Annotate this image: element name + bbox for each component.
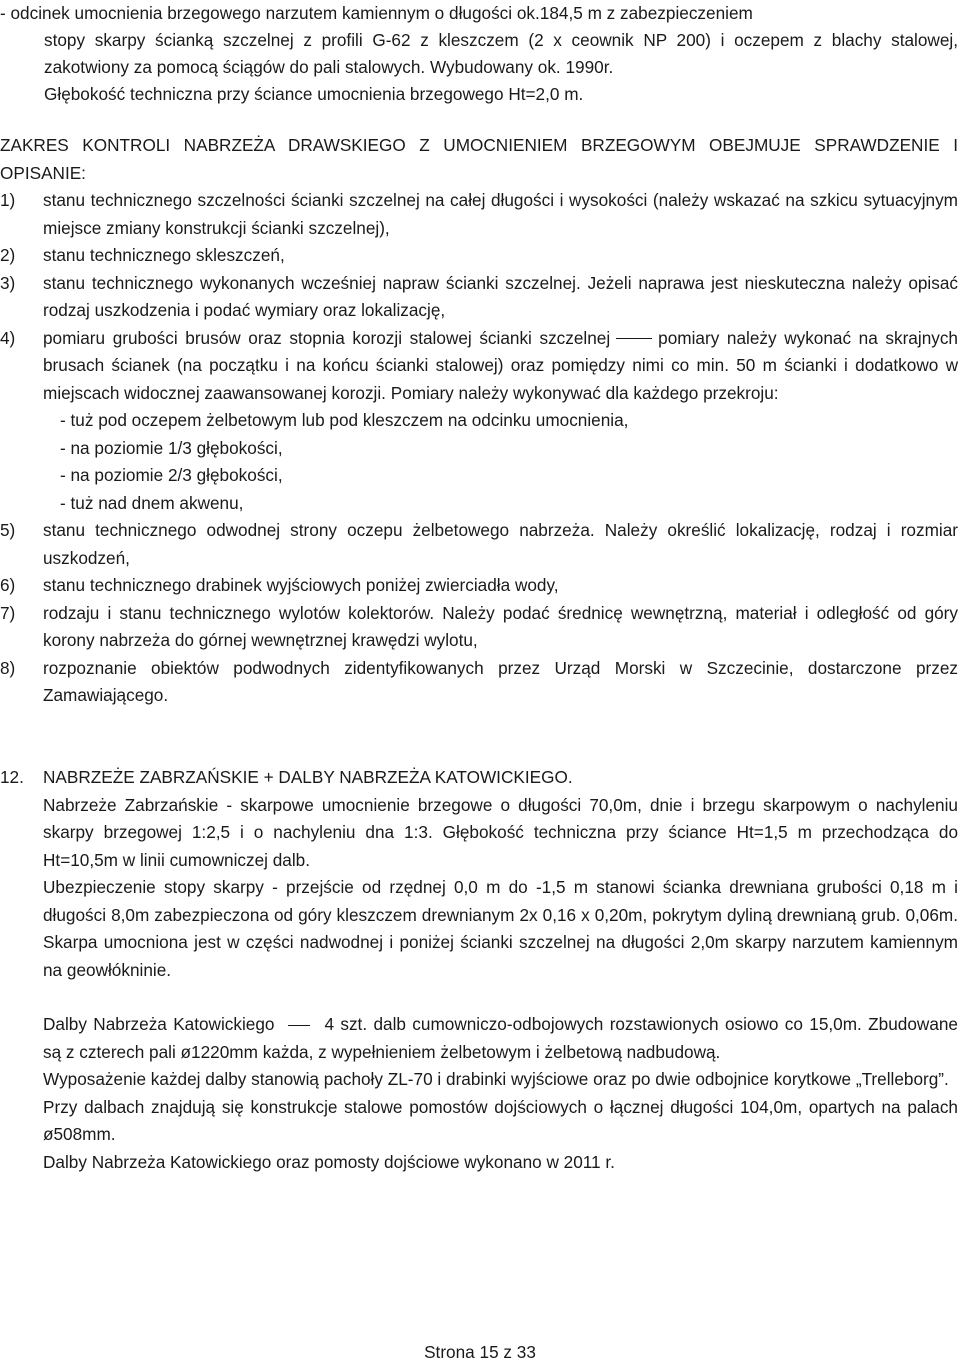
page-number: Strona 15 z 33 (424, 1342, 536, 1362)
item-text: rodzaju i stanu technicznego wylotów kolektorów. Należy podać średnicę wewnętrzną, materiał i odległość od góry korony nabrzeża do górnej wewnętrznej krawędzi wylotu, (43, 602, 958, 650)
sub-item-4: - tuż nad dnem akwenu, (60, 492, 244, 513)
section-12 (0, 764, 958, 1176)
item-text-b: pomiary należy wykonać na skrajnych brusach ścianek (na początku i na końcu ścianki stalowej) oraz pomiędzy nimi co min. 50 m ścianki i dodatkowo w miejscach widocznej zaawansowanej korozji. Pomiary należy wykonywać dla każdego przekroju: (43, 327, 958, 403)
item-number: 1) (0, 190, 16, 210)
sub-item-1: - tuż pod oczepem żelbetowym lub pod kleszczem na odcinku umocnienia, (60, 410, 629, 430)
item-number: 3) (0, 272, 16, 293)
paragraph-dalby-lead: Dalby Nabrzeża Katowickiego (43, 1014, 275, 1034)
sub-item-3: - na poziomie 2/3 głębokości, (60, 465, 283, 485)
scope-section (0, 132, 958, 710)
section-number: 12. (0, 767, 24, 787)
item-number: 6) (0, 575, 16, 595)
section-12-heading (0, 764, 958, 792)
item-number: 4) (0, 327, 16, 348)
sub-item-2: - na poziomie 1/3 głębokości, (60, 437, 283, 458)
paragraph-ubezpieczenie: Ubezpieczenie stopy skarpy - przejście od rzędnej 0,0 m do -1,5 m stanowi ścianka drewniana grubości 0,18 m i długości 8,0m zabezpieczona od góry kleszczem drewnianym 2x 0,16 x 0,20m, pokrytym dyliną drewnianą grub. 0,06m. Skarpa umocniona jest w części nadwodnej i poniżej ścianki szczelnej na długości 2,0m skarpy narzutem kamiennym na geowłókninie. (43, 877, 958, 980)
paragraph-zabrzanskie: Nabrzeże Zabrzańskie - skarpowe umocnienie brzegowe o długości 70,0m, dnie i brzegu skarpowym o nachyleniu skarpy brzegowej 1:2,5 i o nachyleniu dna 1:3. Głębokość techniczna przy ściance Ht=1,5 m przechodząca do Ht=10,5m w linii cumowniczej dalb. (43, 794, 958, 870)
scope-item-2 (0, 242, 958, 270)
item-number: 8) (0, 657, 16, 678)
scope-heading: ZAKRES KONTROLI NABRZEŻA DRAWSKIEGO Z UMOCNIENIEM BRZEGOWYM OBEJMUJE SPRAWDZENIE I OPISANIE: (0, 135, 958, 183)
item-text: stanu technicznego skleszczeń, (43, 245, 285, 265)
item-text: stanu technicznego odwodnej strony oczepu żelbetowego nabrzeża. Należy określić lokalizację, rodzaj i rozmiar uszkodzeń, (43, 520, 958, 568)
scope-item-7 (0, 600, 958, 655)
scope-item-3 (0, 270, 958, 325)
item-number: 5) (0, 520, 16, 540)
intro-block (0, 0, 958, 108)
paragraph-dalby-text: 4 szt. dalb cumowniczo-odbojowych rozstawionych osiowo co 15,0m. Zbudowane są z czterech pali ø1220mm każda, z wypełnieniem żelbetowym i żelbetową nadbudową. (43, 1014, 958, 1062)
item-text-a: pomiaru grubości brusów oraz stopnia korozji stalowej ścianki szczelnej (43, 327, 611, 348)
paragraph-wyposazenie: Wyposażenie każdej dalby stanowią pachoły ZL-70 i drabinki wyjściowe oraz po dwie odbojnice korytkowe „Trelleborg”. (43, 1069, 949, 1089)
item-text: rozpoznanie obiektów podwodnych zidentyfikowanych przez Urząd Morski w Szczecinie, dostarczone przez Zamawiającego. (43, 657, 958, 705)
item-text: stanu technicznego wykonanych wcześniej napraw ścianki szczelnej. Jeżeli naprawa jest nieskuteczna należy opisać rodzaj uszkodzenia i podać wymiary oraz lokalizację, (43, 272, 958, 320)
scope-item-6 (0, 572, 958, 600)
item-text: stanu technicznego szczelności ścianki szczelnej na całej długości i wysokości (należy wskazać na szkicu sytuacyjnym miejsce zmiany konstrukcji ścianki szczelnej), (43, 190, 958, 238)
scope-item-8 (0, 655, 958, 710)
paragraph-gap (0, 984, 958, 1011)
paragraph-pomosty: Przy dalbach znajdują się konstrukcje stalowe pomostów dojściowych o łącznej długości 104,0m, opartych na palach ø508mm. (43, 1096, 958, 1144)
section-title: NABRZEŻE ZABRZAŃSKIE + DALBY NABRZEŻA KATOWICKIEGO. (43, 767, 573, 787)
intro-depth: Głębokość techniczna przy ściance umocnienia brzegowego Ht=2,0 m. (44, 84, 584, 104)
scope-item-4 (0, 325, 958, 408)
intro-line-1: - odcinek umocnienia brzegowego narzutem kamiennym o długości ok.184,5 m z zabezpieczeniem (0, 3, 753, 23)
long-dash (616, 338, 652, 339)
paragraph-wykonano: Dalby Nabrzeża Katowickiego oraz pomosty dojściowe wykonano w 2011 r. (43, 1151, 615, 1172)
paragraph-dalby (43, 1011, 958, 1066)
intro-text: stopy skarpy ścianką szczelnej z profili G-62 z kleszczem (2 x ceownik NP 200) i oczepem z blachy stalowej, zakotwiony za pomocą ściągów do pali stalowych. Wybudowany ok. 1990r. (44, 30, 958, 77)
long-dash (288, 1025, 310, 1026)
item-number: 7) (0, 602, 16, 623)
item-number: 2) (0, 245, 16, 265)
scope-item-1 (0, 187, 958, 242)
item-text: stanu technicznego drabinek wyjściowych poniżej zwierciadła wody, (43, 575, 559, 595)
scope-item-5 (0, 517, 958, 572)
